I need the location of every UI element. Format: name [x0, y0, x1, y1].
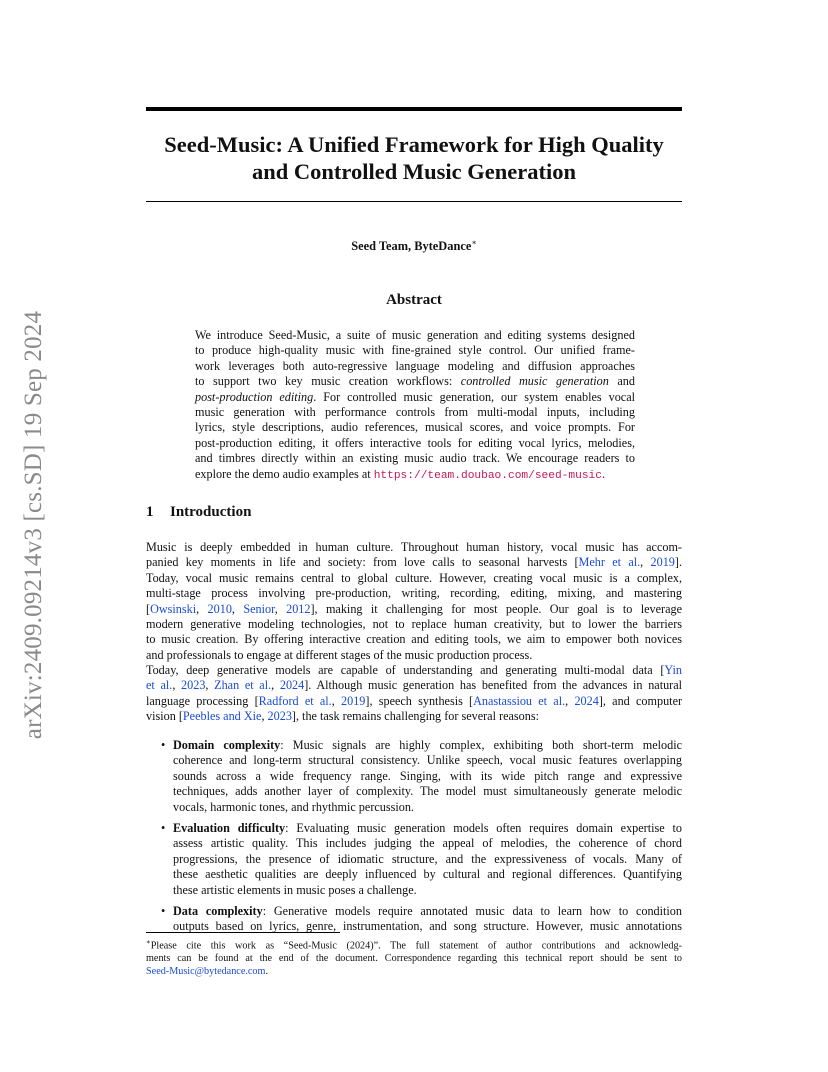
text-line: et al., 2023, Zhan et al., 2024]. Although music generation has benefited from the advances in natural: [146, 678, 683, 693]
footnote-line: ments can be found at the end of the document. Correspondence regarding this technical report should be sent to: [146, 953, 682, 965]
citation-link[interactable]: Mehr et al.: [578, 555, 641, 570]
paper-title: [146, 131, 682, 185]
text-line: Evaluation difficulty: Evaluating music generation models often requires domain expertise to: [173, 821, 682, 836]
author-footnote-mark[interactable]: ∗: [471, 238, 477, 247]
author-names: Seed Team, ByteDance: [351, 239, 472, 254]
text-line: sounds across a wide frequency range. Singing, with its wide pitch range and expressive: [173, 768, 682, 783]
citation-link[interactable]: 2024: [279, 678, 305, 693]
bullet-icon: •: [161, 904, 166, 919]
text-line: Music is deeply embedded in human culture. Throughout human history, vocal music has accom-: [146, 540, 682, 554]
text-line: language processing [Radford et al., 2019], speech synthesis [Anastassiou et al., 2024], and computer: [146, 693, 683, 708]
abstract-line: work leverages both auto-regressive language modeling and diffusion approaches: [195, 358, 635, 373]
list-item-data-complexity: [146, 904, 682, 935]
citation-link[interactable]: Peebles and Xie: [182, 709, 262, 724]
intro-paragraph-2: [146, 663, 682, 725]
text-line: Today, deep generative models are capable of understanding and generating multi-modal data [Yin: [146, 663, 682, 677]
citation-link[interactable]: Anastassiou et al.: [473, 693, 566, 708]
abstract-line: post-production editing, it offers interactive tools for editing vocal lyrics, melodies,: [195, 435, 635, 450]
bullet-icon: •: [161, 821, 166, 836]
text-line: coherence and long-term structural consistency. Unlike speech, vocal music features overlapping: [173, 753, 682, 768]
text-line: panied key moments in life and society: from love calls to seasonal harvests [Mehr et al., 2019].: [146, 555, 682, 570]
abstract-line: music generation with performance controls from multi-modal inputs, including: [195, 405, 635, 420]
footnote-line: Seed-Music@bytedance.com.: [146, 966, 268, 978]
text-line: Domain complexity: Music signals are highly complex, exhibiting both short-term melodic: [173, 738, 682, 752]
abstract-body: [195, 328, 635, 484]
citation-link[interactable]: 2010: [207, 601, 232, 616]
abstract-line: to produce high-quality music with fine-grained style control. Our unified frame-: [195, 343, 635, 358]
title-line-2: and Controlled Music Generation: [252, 159, 576, 184]
list-item-domain-complexity: [146, 738, 682, 815]
text-line: multi-stage process involving pre-production, writing, recording, editing, mixing, and mastering: [146, 586, 682, 601]
citation-link[interactable]: 2024: [574, 693, 599, 708]
title-bottom-rule: [146, 201, 682, 202]
abstract-line: and timbres directly within an existing music audio track. We encourage readers to: [195, 451, 635, 466]
intro-paragraph-1: [146, 540, 682, 663]
abstract-heading: Abstract: [386, 292, 442, 308]
demo-url-link[interactable]: https://team.doubao.com/seed-music: [373, 469, 602, 482]
citation-link[interactable]: Radford et al.: [258, 693, 332, 708]
bullet-term: Evaluation difficulty: [173, 821, 286, 836]
email-link[interactable]: Seed-Music@bytedance.com: [146, 966, 266, 978]
arxiv-id[interactable]: arXiv:2409.09214v3 [cs.SD] 19 Sep 2024: [20, 310, 47, 740]
text-line: these aesthetic qualities are deeply influenced by cultural and regional differences. Quantifying: [173, 867, 682, 882]
emphasis-post-production: post-production editing: [195, 389, 314, 404]
bullet-icon: •: [161, 738, 166, 752]
arxiv-watermark: [14, 290, 54, 760]
emphasis-controlled-generation: controlled music generation: [460, 374, 609, 389]
abstract-line: We introduce Seed-Music, a suite of music generation and editing systems designed: [195, 328, 635, 342]
text-line: techniques, adds another layer of complexity. The model must simultaneously generate melodic: [173, 784, 682, 799]
section-heading-introduction: [146, 504, 251, 521]
text-line: [Owsinski, 2010, Senior, 2012], making it challenging for most people. Our goal is to leverage: [146, 601, 683, 616]
text-line: vision [Peebles and Xie, 2023], the task remains challenging for several reasons:: [146, 709, 539, 724]
citation-link[interactable]: 2023: [267, 709, 292, 724]
text-line: and professionals to engage at different stages of the music production process.: [146, 647, 533, 662]
citation-link[interactable]: 2019: [341, 693, 366, 708]
text-line: modern generative modeling technologies, not to replace human creativity, but to lower the barriers: [146, 617, 682, 632]
text-line: assess artistic quality. This includes judging the appeal of melodies, the coherence of chord: [173, 836, 682, 851]
text-line: these artistic elements in music poses a challenge.: [173, 882, 417, 897]
footnote-mark: ∗: [146, 938, 151, 946]
citation-link[interactable]: 2019: [650, 555, 675, 570]
footnote: [146, 936, 682, 978]
citation-link[interactable]: Owsinski: [150, 601, 197, 616]
citation-link[interactable]: Zhan et al.: [214, 678, 272, 693]
footnote-line: ∗Please cite this work as “Seed-Music (2024)”. The full statement of author contributions and acknowledg-: [146, 938, 682, 952]
title-top-rule: [146, 107, 682, 111]
challenges-list: [146, 738, 682, 941]
abstract-line: lyrics, style descriptions, audio references, musical scores, and voice prompts. For: [195, 420, 635, 435]
abstract-line: explore the demo audio examples at https://team.doubao.com/seed-music.: [195, 466, 606, 482]
citation-link[interactable]: Yin: [664, 663, 682, 677]
footnote-rule: [146, 932, 340, 933]
citation-link[interactable]: 2023: [181, 678, 206, 693]
text-line: Today, vocal music remains central to global culture. However, creating vocal music is a complex,: [146, 570, 682, 585]
section-number: 1: [146, 504, 154, 520]
list-item-evaluation-difficulty: [146, 821, 682, 898]
citation-link[interactable]: 2012: [286, 601, 311, 616]
citation-link[interactable]: et al.: [146, 678, 173, 693]
authors: [146, 238, 682, 254]
text-line: Data complexity: Generative models require annotated music data to learn how to condition: [173, 904, 682, 919]
text-line: to music creation. By offering interactive creation and editing tools, we aim to empower both novices: [146, 632, 682, 647]
section-title: Introduction: [170, 504, 252, 520]
text-line: progressions, the presence of idiomatic structure, and the expressiveness of vocals. Many of: [173, 851, 682, 866]
text-line: vocals, harmonic tones, and rhythmic percussion.: [173, 799, 414, 814]
abstract-line: post-production editing. For controlled music generation, our system enables vocal: [195, 389, 635, 404]
title-line-1: Seed-Music: A Unified Framework for High Quality: [164, 132, 664, 157]
abstract-line: to support two key music creation workflows: controlled music generation and: [195, 374, 635, 389]
bullet-term: Data complexity: [173, 904, 263, 919]
bullet-term: Domain complexity: [173, 738, 281, 752]
text-line: outputs based on lyrics, genre, instrumentation, and song structure. However, music annotations: [173, 919, 682, 934]
citation-link[interactable]: Senior: [243, 601, 275, 616]
